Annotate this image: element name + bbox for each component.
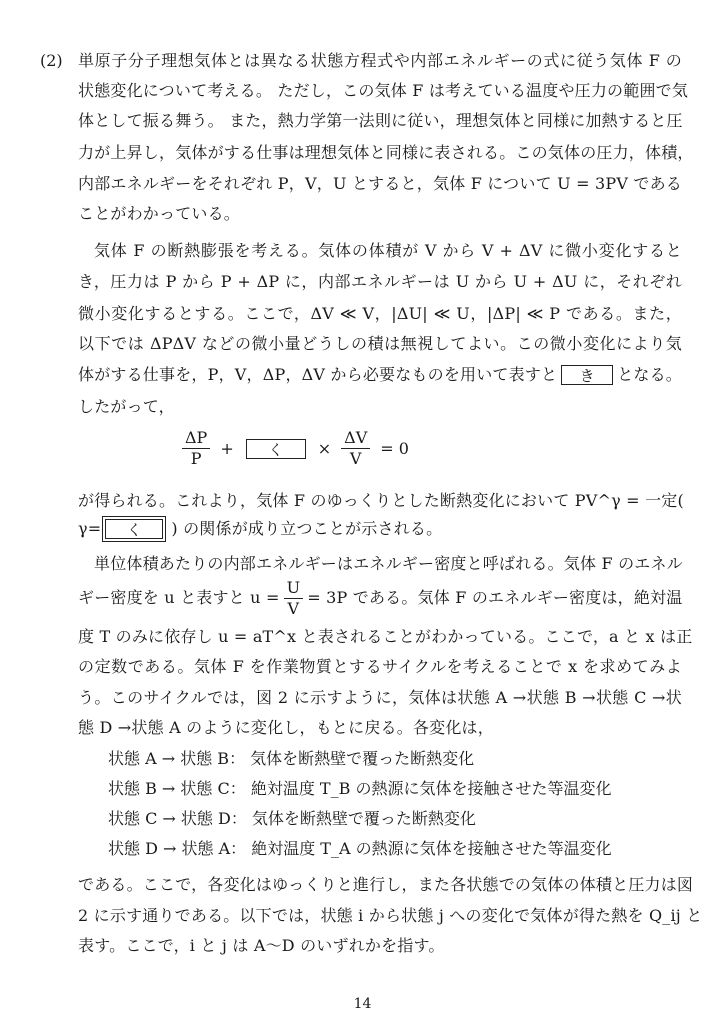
gamma-label: γ= bbox=[78, 519, 102, 538]
fraction-dv-over-v bbox=[341, 428, 370, 469]
adiabatic-equation bbox=[178, 428, 415, 469]
para4-line-2 bbox=[78, 578, 682, 618]
question-number: (2) bbox=[40, 51, 63, 70]
para2-line-6: したがって， bbox=[78, 397, 175, 416]
para5-line-2: 2 に示す通りである。以下では，状態 i から状態 j への変化で気体が得た熱を Q_ij と bbox=[78, 906, 703, 925]
para1-line-3: 体として振る舞う。 また，熱力学第一法則に従い，理想気体と同様に加熱すると圧 bbox=[78, 111, 683, 130]
process-d-to-a: 状態 D → 状態 A： 絶対温度 T_A の熱源に気体を接触させた等温変化 bbox=[108, 839, 612, 858]
para4-line-2-pre: ギー密度を u と表すと u = bbox=[78, 588, 280, 607]
para4-line-6: 態 D →状態 A のように変化し，もとに戻る。各変化は， bbox=[78, 718, 494, 737]
times-sign: × bbox=[317, 439, 332, 458]
para4-line-2-post: = 3P である。気体 F のエネルギー密度は，絶対温 bbox=[307, 588, 683, 607]
page-number: 14 bbox=[353, 996, 372, 1012]
u-frac-numerator: U bbox=[284, 578, 304, 599]
para1-line-6: ことがわかっている。 bbox=[78, 204, 241, 223]
frac1-denominator: P bbox=[190, 449, 202, 468]
frac2-numerator: ΔV bbox=[341, 428, 370, 449]
para5-line-3: 表す。ここで，i と j は A〜D のいずれかを指す。 bbox=[78, 936, 445, 955]
para2-line-1: 気体 F の断熱膨張を考える。気体の体積が V から V + ΔV に微小変化すると bbox=[94, 241, 682, 260]
process-c-to-d: 状態 C → 状態 D： 気体を断熱壁で覆った断熱変化 bbox=[108, 809, 476, 828]
para4-line-3: 度 T のみに依存し u = aT^x と表されることがわかっている。ここで，a と x は正 bbox=[78, 627, 693, 646]
process-a-to-b: 状態 A → 状態 B： 気体を断熱壁で覆った断熱変化 bbox=[108, 749, 475, 768]
fraction-u-over-v bbox=[284, 578, 304, 619]
para2-line-4: 以下では ΔPΔV などの微小量どうしの積は無視してよい。この微小変化により気 bbox=[78, 334, 682, 353]
para4-line-5: う。このサイクルでは，図 2 に示すように，気体は状態 A →状態 B →状態 C →状 bbox=[78, 688, 682, 707]
process-b-to-c: 状態 B → 状態 C： 絶対温度 T_B の熱源に気体を接触させた等温変化 bbox=[108, 779, 612, 798]
answer-blank-ki[interactable]: き bbox=[561, 365, 613, 385]
para5-line-1: である。ここで，各変化はゆっくりと進行し，また各状態での気体の体積と圧力は図 bbox=[78, 875, 694, 894]
para2-line-5-post: となる。 bbox=[617, 365, 682, 384]
para1-line-4: 力が上昇し，気体がする仕事は理想気体と同様に表される。この気体の圧力，体積， bbox=[78, 143, 694, 162]
u-frac-denominator: V bbox=[287, 598, 300, 618]
plus-sign: + bbox=[220, 439, 234, 458]
frac2-denominator: V bbox=[349, 449, 362, 468]
equation-rhs: = 0 bbox=[380, 439, 409, 458]
para2-line-2: き，圧力は P から P + ΔP に，内部エネルギーは U から U + ΔU に，それぞれ bbox=[78, 272, 682, 291]
para2-line-5 bbox=[78, 364, 682, 386]
para1-line-2: 状態変化について考える。 ただし，この気体 F は考えている温度や圧力の範囲で気 bbox=[78, 81, 689, 100]
para4-line-1: 単位体積あたりの内部エネルギーはエネルギー密度と呼ばれる。気体 F のエネル bbox=[94, 554, 683, 573]
answer-blank-ku-1[interactable]: く bbox=[246, 439, 306, 459]
para3-line-1: が得られる。これより，気体 F のゆっくりとした断熱変化において PV^γ = 一定( bbox=[78, 491, 684, 510]
para1-line-5: 内部エネルギーをそれぞれ P，V，U とすると，気体 F について U = 3PV である bbox=[78, 174, 682, 193]
para4-line-4: の定数である。気体 F を作業物質とするサイクルを考えることで x を求めてみよ bbox=[78, 657, 682, 676]
answer-blank-ku-2[interactable]: く bbox=[105, 519, 163, 539]
frac1-numerator: ΔP bbox=[182, 428, 210, 449]
para3-line-2-post: ) の関係が成り立つことが示される。 bbox=[171, 519, 443, 538]
para3-line-2 bbox=[78, 518, 682, 540]
para2-line-3: 微小変化するとする。ここで，ΔV ≪ V，|ΔU| ≪ U，|ΔP| ≪ P である。また， bbox=[78, 304, 682, 323]
para2-line-5-pre: 体がする仕事を，P，V，ΔP，ΔV から必要なものを用いて表すと bbox=[78, 365, 558, 384]
para1-line-1: 単原子分子理想気体とは異なる状態方程式や内部エネルギーの式に従う気体 F の bbox=[78, 51, 682, 70]
fraction-dp-over-p bbox=[182, 428, 210, 469]
